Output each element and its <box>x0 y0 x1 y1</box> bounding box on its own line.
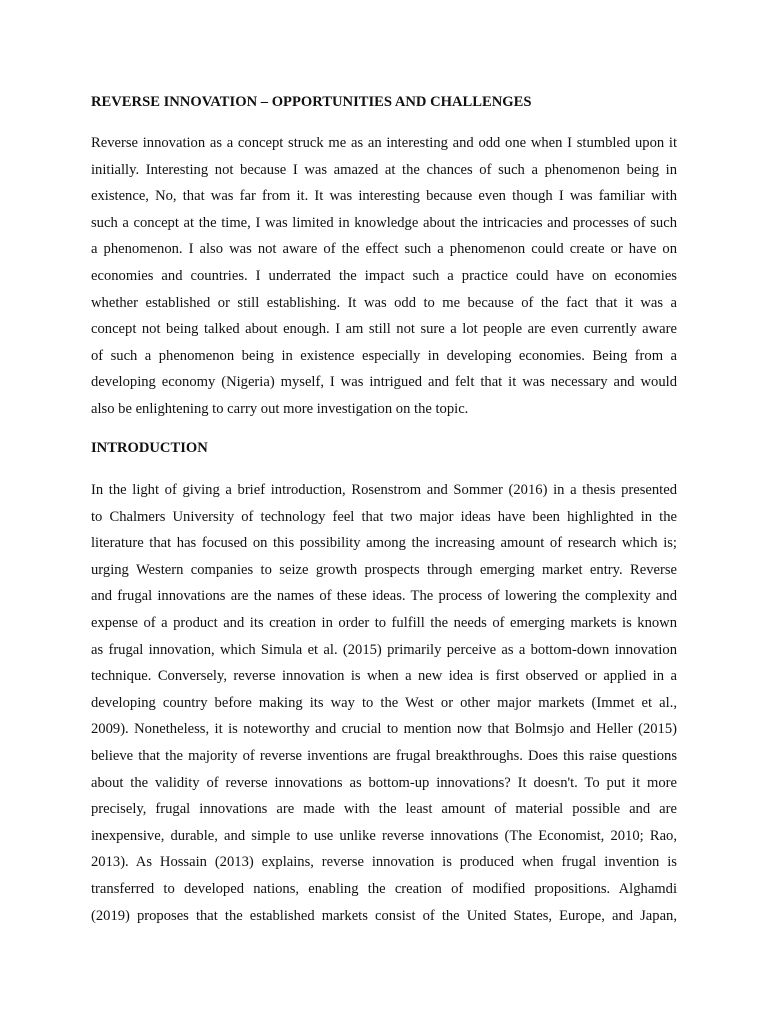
paragraph-line: to Chalmers University of technology feel that two major ideas have been highlighted in the <box>91 508 677 525</box>
paragraph-line: about the validity of reverse innovations as bottom-up innovations? It doesn't. To put it more <box>91 774 677 791</box>
section-heading-introduction: INTRODUCTION <box>91 440 208 456</box>
paragraph-line: technique. Conversely, reverse innovation is when a new idea is first observed or applied in a <box>91 668 677 685</box>
paragraph-line: 2009). Nonetheless, it is noteworthy and crucial to mention now that Bolmsjo and Heller (2015) <box>91 721 677 738</box>
document-title: REVERSE INNOVATION – OPPORTUNITIES AND CHALLENGES <box>91 94 532 110</box>
paragraph-line: transferred to developed nations, enabling the creation of modified propositions. Alghamdi <box>91 880 677 897</box>
paragraph-line: Reverse innovation as a concept struck me as an interesting and odd one when I stumbled upon it <box>91 135 677 151</box>
paragraph-line: expense of a product and its creation in order to fulfill the needs of emerging markets is known <box>91 614 677 631</box>
paragraph-line: whether established or still establishing. It was odd to me because of the fact that it was a <box>91 294 677 311</box>
paragraph-line: such a concept at the time, I was limited in knowledge about the intricacies and processes of such <box>91 214 677 231</box>
paragraph-line: economies and countries. I underrated the impact such a practice could have on economies <box>91 267 677 284</box>
paragraph-line: of such a phenomenon being in existence especially in developing economies. Being from a <box>91 347 677 364</box>
paragraph-line: developing country before making its way to the West or other major markets (Immet et al., <box>91 694 677 711</box>
paragraph-line: initially. Interesting not because I was amazed at the chances of such a phenomenon being in <box>91 161 677 178</box>
paragraph-line: urging Western companies to seize growth prospects through emerging market entry. Reverse <box>91 561 677 578</box>
paragraph-line: inexpensive, durable, and simple to use unlike reverse innovations (The Economist, 2010; Rao, <box>91 827 677 844</box>
paragraph-line: a phenomenon. I also was not aware of the effect such a phenomenon could create or have on <box>91 241 677 258</box>
introduction-paragraph <box>91 480 677 932</box>
paragraph-line: concept not being talked about enough. I am still not sure a lot people are even currently aware <box>91 321 677 338</box>
paragraph-line: 2013). As Hossain (2013) explains, reverse innovation is produced when frugal invention is <box>91 854 677 871</box>
paragraph-line: In the light of giving a brief introduction, Rosenstrom and Sommer (2016) in a thesis presented <box>91 482 677 498</box>
paragraph-line: literature that has focused on this possibility among the increasing amount of research which is; <box>91 535 677 552</box>
intro-paragraph <box>91 133 677 426</box>
paragraph-line: and frugal innovations are the names of these ideas. The process of lowering the complexity and <box>91 588 677 605</box>
paragraph-line: precisely, frugal innovations are made with the least amount of material possible and are <box>91 801 677 818</box>
paragraph-line: (2019) proposes that the established markets consist of the United States, Europe, and Japan, <box>91 907 677 924</box>
paragraph-line: as frugal innovation, which Simula et al. (2015) primarily perceive as a bottom-down innovation <box>91 641 677 658</box>
paragraph-line: developing economy (Nigeria) myself, I was intrigued and felt that it was necessary and would <box>91 374 677 391</box>
paragraph-line: believe that the majority of reverse inventions are frugal breakthroughs. Does this raise questions <box>91 747 677 764</box>
paragraph-line: also be enlightening to carry out more investigation on the topic. <box>91 400 469 417</box>
paragraph-line: existence, No, that was far from it. It was interesting because even though I was familiar with <box>91 188 677 205</box>
